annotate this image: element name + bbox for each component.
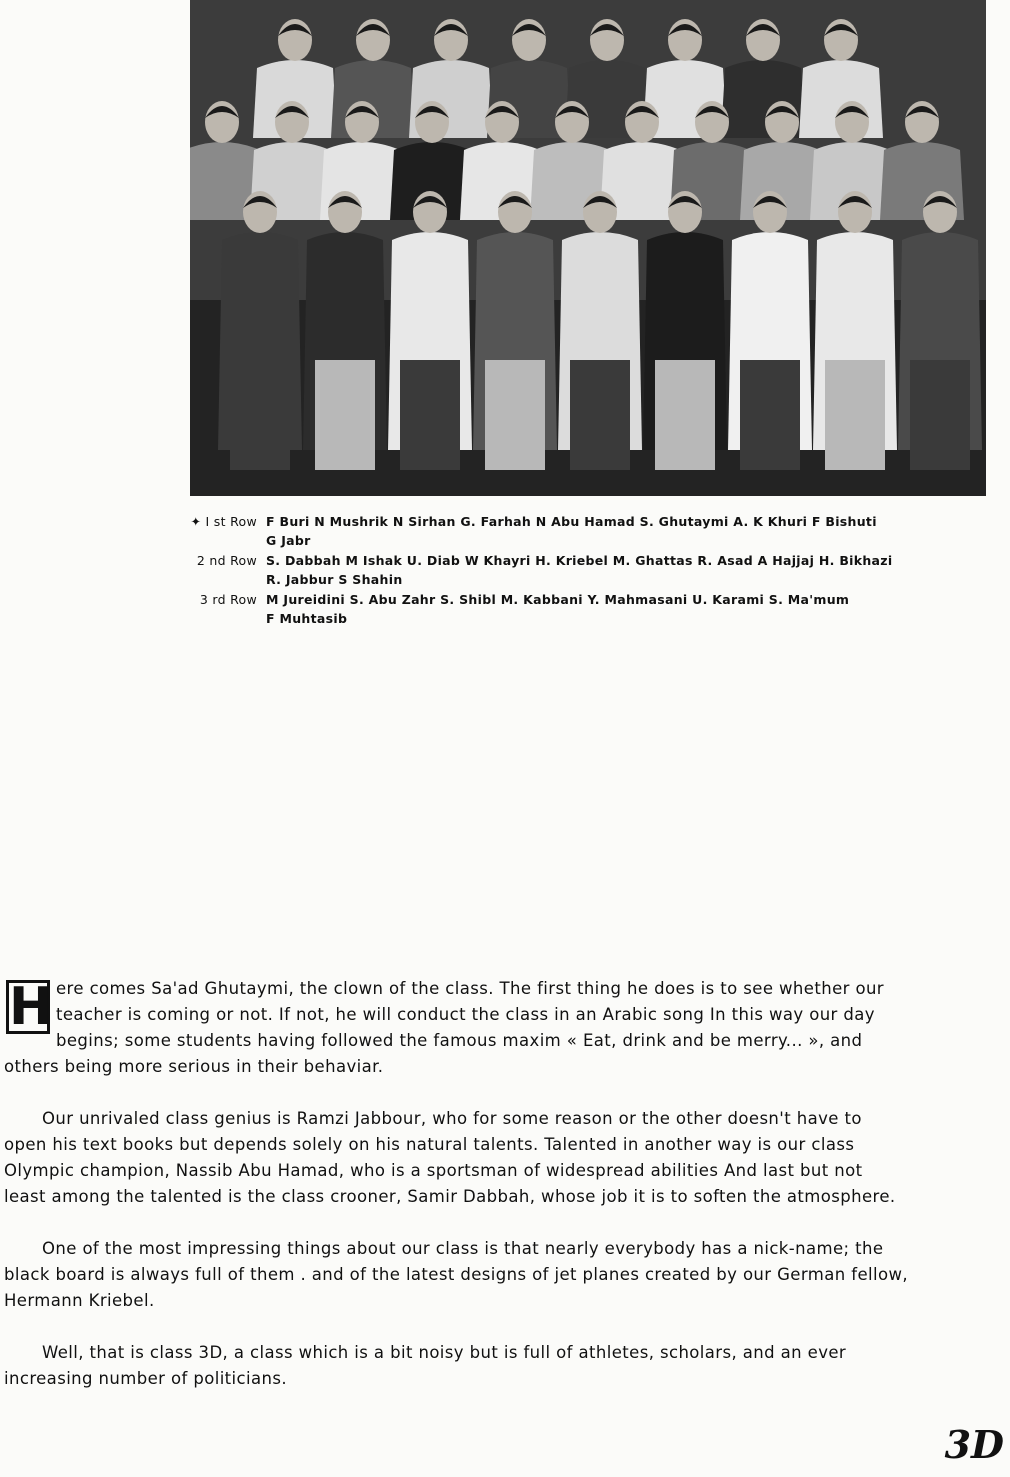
caption-row-3-names: M Jureidini S. Abu Zahr S. Shibl M. Kabbani Y. Mahmasani U. Karami S. Ma'mum [266, 592, 850, 607]
photo-legs [910, 360, 970, 470]
caption-row-1-names: F Buri N Mushrik N Sirhan G. Farhah N Abu Hamad S. Ghutaymi A. K Khuri F Bishuti [266, 514, 877, 529]
photo-legs [655, 360, 715, 470]
caption-row-2 [152, 551, 998, 571]
paragraph-3: One of the most impressing things about our class is that nearly everybody has a nick-name; the black board is always full of them . and of the latest designs of jet planes created by our German fellow, Hermann Kriebel. [4, 1239, 909, 1310]
class-group-photo [190, 0, 986, 496]
photo-legs [825, 360, 885, 470]
caption-row-2-cont: R. Jabbur S Shahin [266, 572, 403, 587]
paragraph-2: Our unrivaled class genius is Ramzi Jabbour, who for some reason or the other doesn't have to open his text books but depends solely on his natural talents. Talented in another way is our class Olympic champion, Nassib Abu Hamad, who is a sportsman of widespread abilities And last but not least among the talented is the class crooner, Samir Dabbah, whose job it is to soften the atmosphere. [4, 1109, 896, 1206]
pointer-icon: ✦ [190, 514, 206, 529]
caption-row-1-cont: G Jabr [266, 533, 311, 548]
caption-row-3-label: 3 rd Row [199, 592, 257, 607]
caption-row-1-label: ✦ I st Row [190, 514, 257, 529]
caption-row-2-names: S. Dabbah M Ishak U. Diab W Khayri H. Kriebel M. Ghattas R. Asad A Hajjaj H. Bikhazi [266, 553, 893, 568]
caption-row-3-cont: F Muhtasib [266, 611, 348, 626]
photo-legs [400, 360, 460, 470]
photo-legs [570, 360, 630, 470]
photo-legs [230, 360, 290, 470]
photo-legs [315, 360, 375, 470]
caption-row-2-label: 2 nd Row [196, 553, 257, 568]
paragraph-1-text: ere comes Sa'ad Ghutaymi, the clown of the class. The first thing he does is to see whether our teacher is coming or not. If not, he will conduct the class in an Arabic song In this way our day begins; some students having followed the famous maxim « Eat, drink and be merry... », and others being more serious in their behaviar. [4, 979, 884, 1076]
paragraph-1 [4, 976, 910, 1080]
drop-cap: H [6, 980, 50, 1034]
photo-legs [485, 360, 545, 470]
photo-figures [190, 0, 986, 496]
page-mark: 3D [944, 1422, 1004, 1467]
photo-legs [740, 360, 800, 470]
caption-row-1 [152, 512, 998, 532]
paragraph-4: Well, that is class 3D, a class which is a bit noisy but is full of athletes, scholars, and an ever increasing number of politicians. [4, 1343, 847, 1388]
caption-row-3 [152, 590, 998, 610]
photo-caption [152, 512, 998, 629]
article-body [4, 976, 910, 1418]
